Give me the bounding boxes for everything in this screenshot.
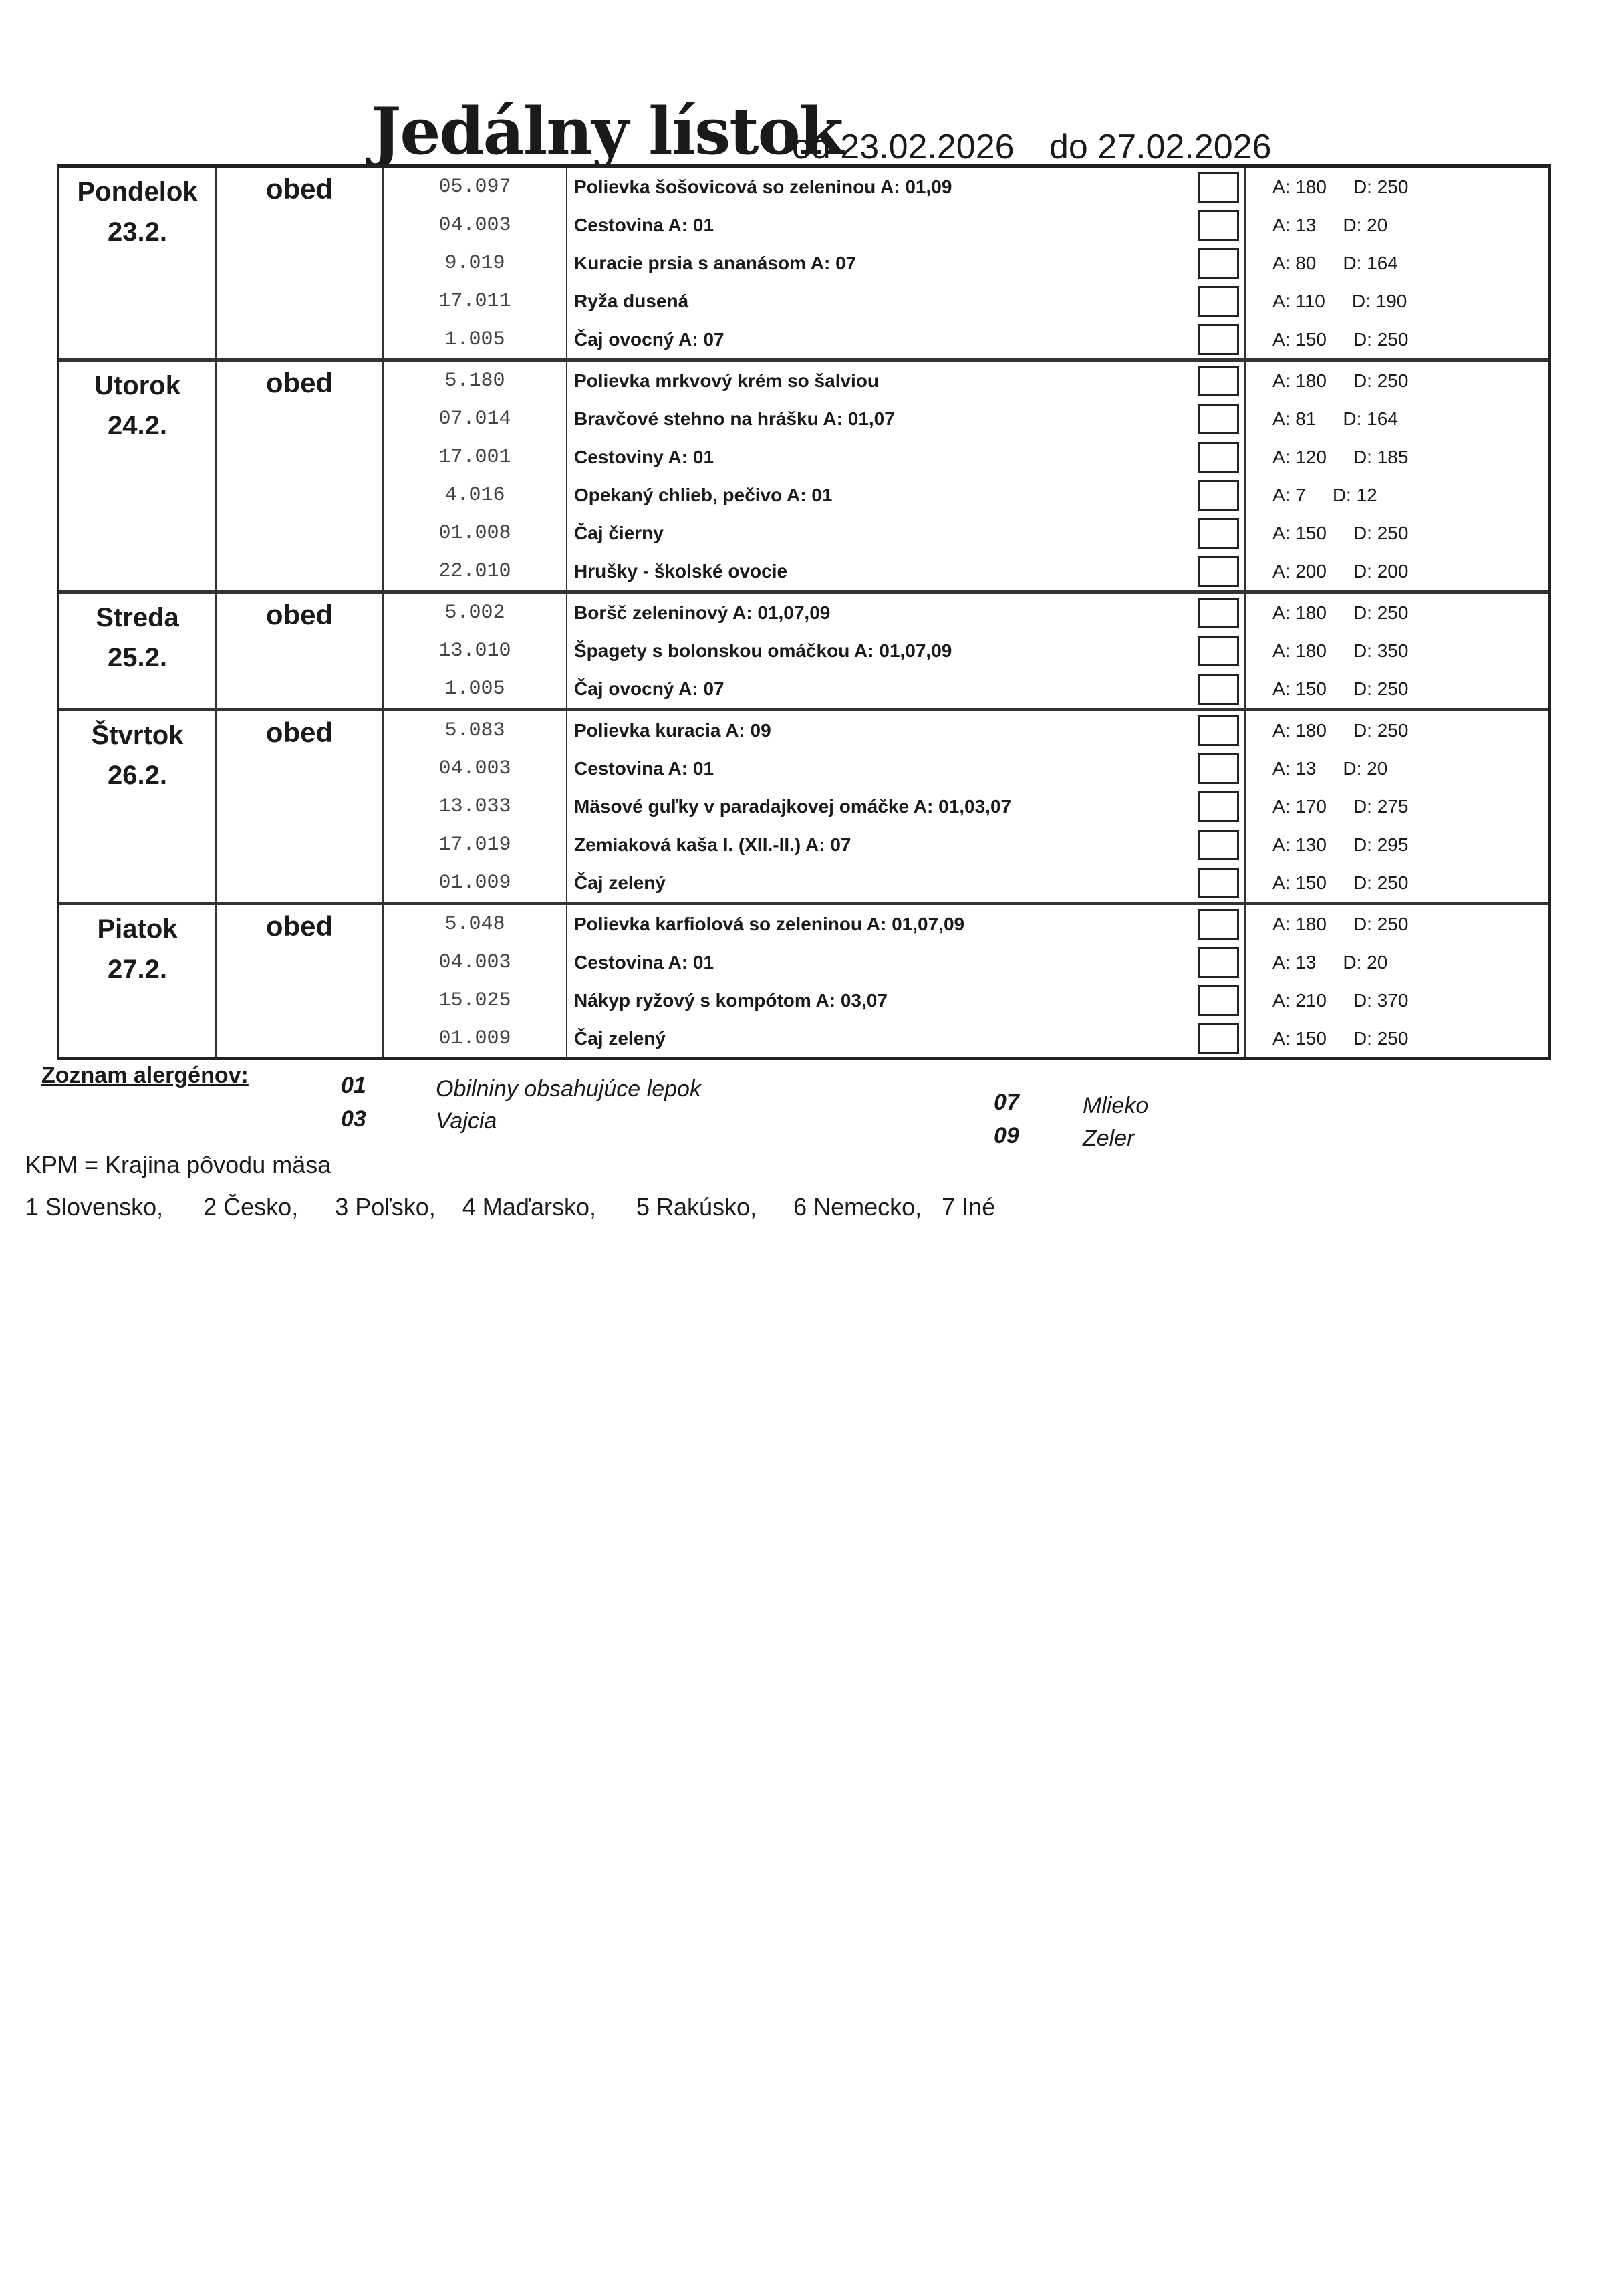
country-item: 3 Poľsko,: [335, 1193, 436, 1221]
meal-label: obed: [217, 905, 384, 1057]
portion-weights: [1244, 905, 1548, 943]
date-to: do 27.02.2026: [1049, 128, 1272, 166]
order-checkbox[interactable]: [1198, 210, 1239, 241]
country-item: 2 Česko,: [203, 1193, 299, 1221]
table-row: [384, 981, 1548, 1019]
portion-a: A: 150: [1272, 522, 1327, 543]
portion-a: A: 180: [1272, 370, 1327, 391]
country-item: 4 Maďarsko,: [462, 1193, 596, 1221]
portion-weights: [1244, 362, 1548, 400]
portion-a: A: 13: [1272, 951, 1317, 973]
portion-weights: [1244, 1019, 1548, 1057]
item-code: 01.009: [384, 1019, 567, 1057]
order-checkbox[interactable]: [1198, 753, 1239, 784]
dish-name: Čaj zelený: [574, 872, 666, 893]
order-checkbox[interactable]: [1198, 715, 1239, 746]
dish-name: Čaj zelený: [574, 1027, 666, 1049]
portion-d: D: 190: [1351, 290, 1407, 311]
dish-name: Polievka mrkvový krém so šalviou: [574, 370, 880, 391]
portion-weights: [1244, 206, 1548, 244]
table-row: [384, 362, 1548, 400]
item-code: 04.003: [384, 749, 567, 787]
table-row: [384, 1019, 1548, 1057]
portion-d: D: 350: [1353, 640, 1409, 661]
meal-label: obed: [217, 362, 384, 590]
portion-d: D: 250: [1353, 719, 1409, 741]
day-items: [384, 905, 1548, 1057]
table-row: [384, 711, 1548, 749]
portion-a: A: 150: [1272, 1027, 1327, 1049]
portion-a: A: 150: [1272, 328, 1327, 350]
portion-d: D: 250: [1353, 602, 1409, 623]
portion-a: A: 210: [1272, 989, 1327, 1011]
dish-name: Špagety s bolonskou omáčkou A: 01,07,09: [574, 640, 952, 661]
item-code: 01.009: [384, 864, 567, 902]
portion-d: D: 275: [1353, 795, 1409, 817]
table-row: [384, 749, 1548, 787]
portion-d: D: 250: [1353, 522, 1409, 543]
portion-d: D: 200: [1353, 560, 1409, 582]
portion-a: A: 7: [1272, 484, 1306, 505]
portion-weights: [1244, 981, 1548, 1019]
day-name: Utorok: [94, 371, 180, 400]
day-block: [59, 594, 1548, 711]
kpm-heading: KPM = Krajina pôvodu mäsa: [25, 1151, 331, 1178]
dish-name: Cestovina A: 01: [574, 214, 714, 235]
portion-a: A: 130: [1272, 834, 1327, 855]
portion-d: D: 185: [1353, 446, 1409, 467]
portion-a: A: 150: [1272, 872, 1327, 893]
portion-weights: [1244, 438, 1548, 476]
day-cell: [59, 711, 217, 902]
portion-a: A: 81: [1272, 408, 1317, 429]
order-checkbox[interactable]: [1198, 868, 1239, 898]
day-block: [59, 905, 1548, 1057]
portion-weights: [1244, 711, 1548, 749]
dish-name: Mäsové guľky v paradajkovej omáčke A: 01,03,07: [574, 795, 1012, 817]
item-code: 22.010: [384, 552, 567, 590]
portion-weights: [1244, 320, 1548, 358]
item-code: 5.180: [384, 362, 567, 400]
country-item: 6 Nemecko,: [793, 1193, 922, 1221]
item-code: 17.011: [384, 282, 567, 320]
kpm-countries: [25, 1193, 995, 1221]
portion-a: A: 150: [1272, 678, 1327, 699]
dish-name: Čaj ovocný A: 07: [574, 678, 724, 699]
table-row: [384, 438, 1548, 476]
allergen-name: Obilniny obsahujúce lepok: [436, 1076, 701, 1102]
dish-name: Ryža dusená: [574, 290, 689, 311]
portion-d: D: 250: [1353, 176, 1409, 197]
day-name: Streda: [96, 603, 179, 632]
item-code: 01.008: [384, 514, 567, 552]
item-code: 1.005: [384, 670, 567, 708]
page-title: Jedálny lístok: [371, 94, 843, 169]
portion-d: D: 295: [1353, 834, 1409, 855]
day-name: Štvrtok: [91, 721, 184, 750]
portion-d: D: 164: [1343, 252, 1398, 273]
table-row: [384, 320, 1548, 358]
order-checkbox[interactable]: [1198, 791, 1239, 822]
dish-name: Zemiaková kaša I. (XII.-II.) A: 07: [574, 834, 851, 855]
item-code: 17.001: [384, 438, 567, 476]
day-date: 23.2.: [108, 217, 167, 247]
portion-weights: [1244, 787, 1548, 825]
table-row: [384, 206, 1548, 244]
allergen-code: 03: [341, 1106, 366, 1132]
dish-name: Kuracie prsia s ananásom A: 07: [574, 252, 857, 273]
day-cell: [59, 905, 217, 1057]
order-checkbox[interactable]: [1198, 598, 1239, 628]
day-block: [59, 711, 1548, 905]
country-item: 7 Iné: [942, 1193, 996, 1221]
item-code: 07.014: [384, 400, 567, 438]
portion-a: A: 180: [1272, 176, 1327, 197]
order-checkbox[interactable]: [1198, 674, 1239, 705]
portion-a: A: 180: [1272, 602, 1327, 623]
order-checkbox[interactable]: [1198, 172, 1239, 203]
portion-a: A: 200: [1272, 560, 1327, 582]
order-checkbox[interactable]: [1198, 366, 1239, 396]
day-items: [384, 168, 1548, 358]
country-item: 5 Rakúsko,: [636, 1193, 757, 1221]
dish-name: Čaj čierny: [574, 522, 664, 543]
date-from: od 23.02.2026: [792, 128, 1015, 166]
item-code: 17.019: [384, 825, 567, 864]
day-cell: [59, 594, 217, 708]
portion-d: D: 12: [1332, 484, 1377, 505]
portion-d: D: 250: [1353, 370, 1409, 391]
day-date: 27.2.: [108, 954, 167, 984]
country-item: 1 Slovensko,: [25, 1193, 164, 1221]
dish-name: Bravčové stehno na hrášku A: 01,07: [574, 408, 895, 429]
portion-d: D: 250: [1353, 872, 1409, 893]
item-code: 5.002: [384, 594, 567, 632]
portion-weights: [1244, 400, 1548, 438]
portion-d: D: 20: [1343, 214, 1388, 235]
portion-a: A: 180: [1272, 913, 1327, 934]
table-row: [384, 787, 1548, 825]
item-code: 15.025: [384, 981, 567, 1019]
portion-weights: [1244, 244, 1548, 282]
menu-table: [57, 164, 1551, 1060]
dish-name: Cestoviny A: 01: [574, 446, 714, 467]
allergen-heading: [41, 1063, 249, 1089]
portion-weights: [1244, 514, 1548, 552]
table-row: [384, 943, 1548, 981]
portion-a: A: 13: [1272, 757, 1317, 779]
portion-a: A: 180: [1272, 719, 1327, 741]
portion-d: D: 250: [1353, 913, 1409, 934]
table-row: [384, 514, 1548, 552]
order-checkbox[interactable]: [1198, 830, 1239, 860]
item-code: 9.019: [384, 244, 567, 282]
day-items: [384, 594, 1548, 708]
portion-weights: [1244, 864, 1548, 902]
item-code: 04.003: [384, 206, 567, 244]
day-date: 24.2.: [108, 411, 167, 440]
meal-label: obed: [217, 594, 384, 708]
dish-name: Čaj ovocný A: 07: [574, 328, 724, 350]
table-row: [384, 905, 1548, 943]
table-row: [384, 594, 1548, 632]
day-items: [384, 711, 1548, 902]
item-code: 13.033: [384, 787, 567, 825]
table-row: [384, 632, 1548, 670]
allergen-code: 09: [994, 1123, 1019, 1148]
portion-d: D: 164: [1343, 408, 1398, 429]
day-block: [59, 362, 1548, 594]
portion-d: D: 250: [1353, 328, 1409, 350]
table-row: [384, 400, 1548, 438]
item-code: 04.003: [384, 943, 567, 981]
allergen-code: 01: [341, 1073, 366, 1098]
order-checkbox[interactable]: [1198, 636, 1239, 666]
allergen-code: 07: [994, 1090, 1019, 1115]
dish-name: Polievka karfiolová so zeleninou A: 01,07,09: [574, 913, 965, 934]
day-name: Piatok: [97, 914, 178, 944]
item-code: 5.048: [384, 905, 567, 943]
portion-weights: [1244, 552, 1548, 590]
dish-name: Nákyp ryžový s kompótom A: 03,07: [574, 989, 888, 1011]
portion-weights: [1244, 594, 1548, 632]
portion-d: D: 370: [1353, 989, 1409, 1011]
dish-name: Hrušky - školské ovocie: [574, 560, 788, 582]
dish-name: Cestovina A: 01: [574, 951, 714, 973]
portion-d: D: 20: [1343, 757, 1388, 779]
meal-label: obed: [217, 711, 384, 902]
portion-weights: [1244, 943, 1548, 981]
portion-weights: [1244, 825, 1548, 864]
allergen-name: Zeler: [1083, 1126, 1135, 1151]
dish-name: Opekaný chlieb, pečivo A: 01: [574, 484, 833, 505]
portion-a: A: 170: [1272, 795, 1327, 817]
table-row: [384, 825, 1548, 864]
day-items: [384, 362, 1548, 590]
portion-weights: [1244, 749, 1548, 787]
allergen-name: Mlieko: [1083, 1093, 1149, 1118]
order-checkbox[interactable]: [1198, 1023, 1239, 1054]
day-cell: [59, 168, 217, 358]
portion-weights: [1244, 670, 1548, 708]
dish-name: Polievka šošovicová so zeleninou A: 01,09: [574, 176, 952, 197]
order-checkbox[interactable]: [1198, 442, 1239, 473]
order-checkbox[interactable]: [1198, 556, 1239, 587]
dish-name: Polievka kuracia A: 09: [574, 719, 771, 741]
dish-name: Boršč zeleninový A: 01,07,09: [574, 602, 831, 623]
order-checkbox[interactable]: [1198, 286, 1239, 317]
portion-a: A: 13: [1272, 214, 1317, 235]
order-checkbox[interactable]: [1198, 947, 1239, 978]
table-row: [384, 244, 1548, 282]
table-row: [384, 476, 1548, 514]
portion-weights: [1244, 282, 1548, 320]
table-row: [384, 670, 1548, 708]
portion-d: D: 20: [1343, 951, 1388, 973]
portion-a: A: 120: [1272, 446, 1327, 467]
portion-a: A: 80: [1272, 252, 1317, 273]
order-checkbox[interactable]: [1198, 909, 1239, 940]
day-date: 26.2.: [108, 761, 167, 790]
order-checkbox[interactable]: [1198, 248, 1239, 279]
order-checkbox[interactable]: [1198, 324, 1239, 355]
allergen-heading-text: Zoznam alergénov:: [41, 1063, 249, 1088]
table-row: [384, 864, 1548, 902]
dish-name: Cestovina A: 01: [574, 757, 714, 779]
table-row: [384, 282, 1548, 320]
meal-label: obed: [217, 168, 384, 358]
order-checkbox[interactable]: [1198, 480, 1239, 511]
day-name: Pondelok: [77, 177, 198, 207]
allergen-name: Vajcia: [436, 1108, 497, 1134]
portion-a: A: 110: [1272, 290, 1325, 311]
item-code: 4.016: [384, 476, 567, 514]
order-checkbox[interactable]: [1198, 404, 1239, 434]
portion-d: D: 250: [1353, 678, 1409, 699]
day-cell: [59, 362, 217, 590]
item-code: 5.083: [384, 711, 567, 749]
item-code: 13.010: [384, 632, 567, 670]
order-checkbox[interactable]: [1198, 518, 1239, 549]
portion-d: D: 250: [1353, 1027, 1409, 1049]
day-block: [59, 168, 1548, 362]
portion-a: A: 180: [1272, 640, 1327, 661]
portion-weights: [1244, 168, 1548, 206]
order-checkbox[interactable]: [1198, 985, 1239, 1016]
item-code: 05.097: [384, 168, 567, 206]
portion-weights: [1244, 476, 1548, 514]
item-code: 1.005: [384, 320, 567, 358]
portion-weights: [1244, 632, 1548, 670]
table-row: [384, 552, 1548, 590]
table-row: [384, 168, 1548, 206]
day-date: 25.2.: [108, 643, 167, 672]
